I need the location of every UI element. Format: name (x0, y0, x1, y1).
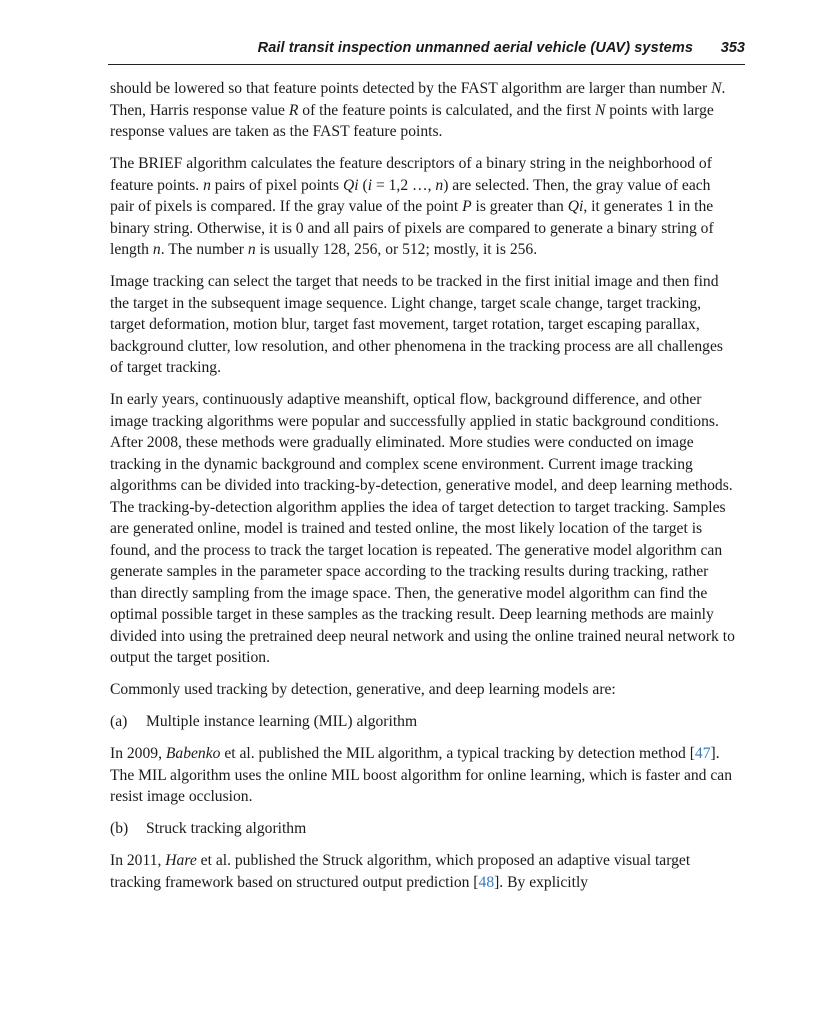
body-text (110, 78, 738, 904)
list-item-struck-label: Struck tracking algorithm (146, 820, 307, 837)
author-babenko: Babenko (165, 745, 221, 762)
list-item-mil (110, 711, 738, 733)
paragraph-struck-description: In 2011, Hare et al. published the Struck algorithm, which proposed an adaptive visual target tracking framework based on structured output prediction [48]. By explicitly (110, 852, 691, 891)
citation-link-48[interactable]: 48 (478, 873, 495, 891)
paragraph-tracking-history: In early years, continuously adaptive meanshift, optical flow, background difference, and other image tracking algorithms were popular and successfully applied in static background conditions. After 2008, these methods were gradually eliminated. More studies were conducted on image tracking in the dynamic background and complex scene environment. Current image tracking algorithms can be divided into tracking-by-detection, generative model, and deep learning methods. The tracking-by-detection algorithm applies the idea of target detection to target tracking. Samples are generated online, model is trained and tested online, the most likely location of the target is found, and the process to track the target location is repeated. The generative model algorithm can generate samples in the parameter space according to the tracking results during tracking, rather than directly sampling from the image space. Then, the generative model algorithm can find the optimal possible target in these samples as the tracking result. Deep learning methods are mainly divided into using the pretrained deep neural network and using the online trained neural network to output the target position. (110, 391, 735, 666)
paragraph-mil-description: In 2009, Babenko et al. published the MIL algorithm, a typical tracking by detection method [47]. The MIL algorithm uses the online MIL boost algorithm for online learning, which is faster and can resist image occlusion. (110, 745, 733, 805)
paragraph-fast-features: should be lowered so that feature points detected by the FAST algorithm are larger than number N. Then, Harris response value R of the feature points is calculated, and the first N points with large response values are taken as the FAST feature points. (110, 80, 726, 140)
list-item-struck (110, 818, 738, 840)
list-marker-b: (b) (110, 820, 129, 837)
paragraph-brief-algorithm: The BRIEF algorithm calculates the feature descriptors of a binary string in the neighborhood of feature points. n pairs of pixel points Qi (i = 1,2 …, n) are selected. Then, the gray value of each pair of pixels is compared. If the gray value of the point P is greater than Qi, it generates 1 in the binary string. Otherwise, it is 0 and all pairs of pixels are compared to generate a binary string of length n. The number n is usually 128, 256, or 512; mostly, it is 256. (110, 155, 714, 258)
running-header (108, 36, 745, 65)
citation-link-47[interactable]: 47 (694, 745, 711, 762)
page-number: 353 (720, 40, 745, 56)
list-marker-a: (a) (110, 713, 128, 730)
author-hare: Hare (165, 852, 197, 869)
running-header-title: Rail transit inspection unmanned aerial vehicle (UAV) systems (257, 40, 693, 56)
paragraph-image-tracking: Image tracking can select the target that needs to be tracked in the first initial image and then find the target in the subsequent image sequence. Light change, target scale change, target tracking, target deformation, motion blur, target fast movement, target rotation, target escaping parallax, background clutter, low resolution, and other phenomena in the tracking process are all challenges of target tracking. (110, 273, 723, 376)
list-item-mil-label: Multiple instance learning (MIL) algorithm (146, 713, 418, 730)
paragraph-models-intro: Commonly used tracking by detection, generative, and deep learning models are: (110, 681, 616, 698)
